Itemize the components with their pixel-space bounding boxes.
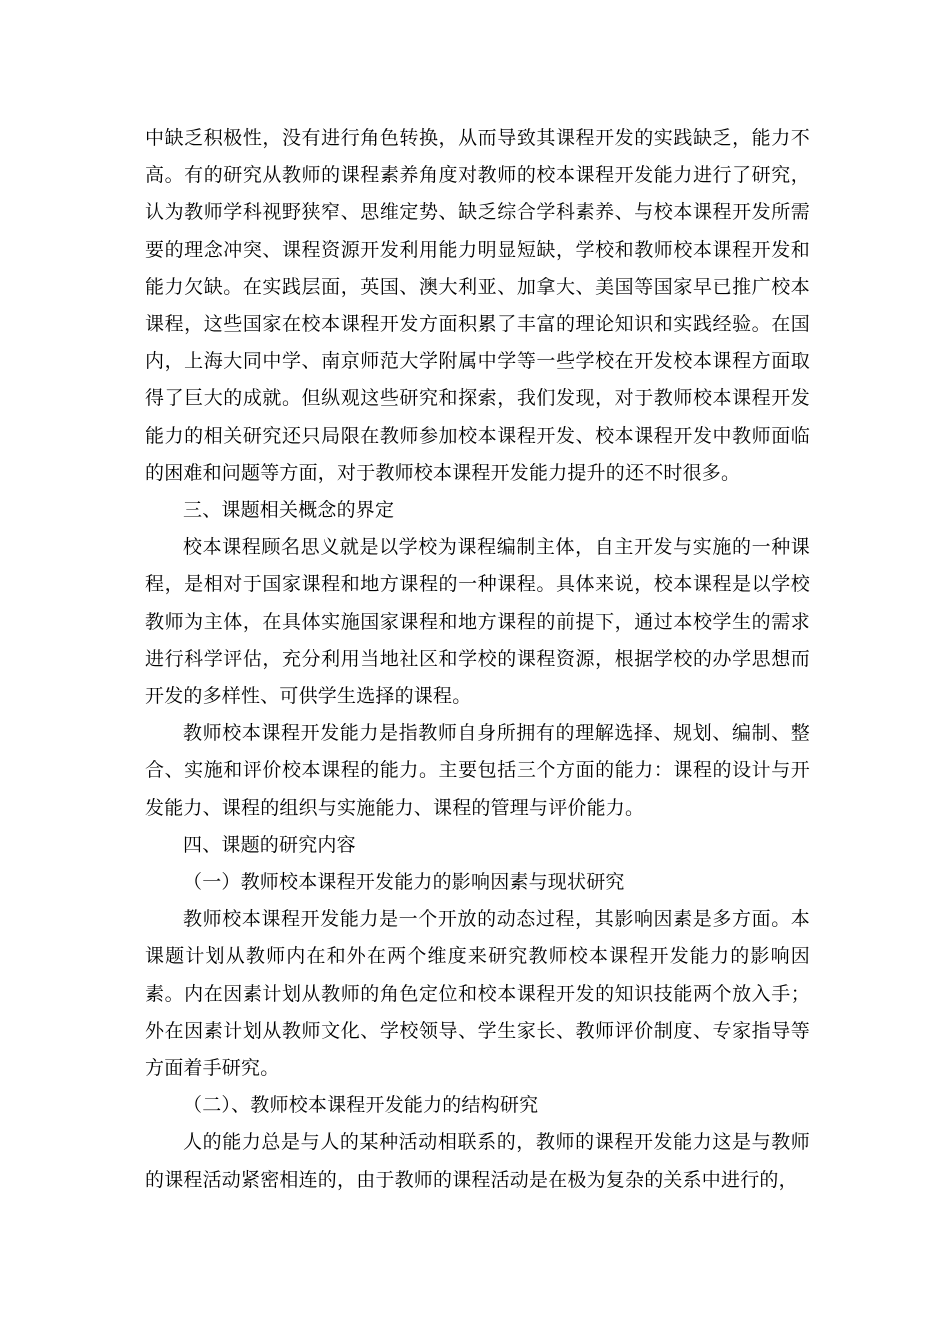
subsection-heading-ability-structure: （二）、教师校本课程开发能力的结构研究 bbox=[183, 1094, 539, 1117]
section-heading-concepts: 三、课题相关概念的界定 bbox=[183, 499, 395, 522]
paragraph-teacher-ability-definition: 教师校本课程开发能力是指教师自身所拥有的理解选择、规划、编制、整合、实施和评价校本课程的能力。主要包括三个方面的能力：课程的设计与开发能力、课程的组织与实施能力、课程的管理与评价能力。 bbox=[145, 722, 810, 819]
section-heading-research-content: 四、课题的研究内容 bbox=[183, 833, 356, 856]
paragraph-influencing-factors: 教师校本课程开发能力是一个开放的动态过程，其影响因素是多方面。本课题计划从教师内在和外在两个维度来研究教师校本课程开发能力的影响因素。内在因素计划从教师的角色定位和校本课程开发的知识技能两个放入手；外在因素计划从教师文化、学校领导、学生家长、教师评价制度、专家指导等方面着手研究。 bbox=[145, 908, 810, 1080]
paragraph-school-curriculum-definition: 校本课程顾名思义就是以学校为课程编制主体，自主开发与实施的一种课程，是相对于国家课程和地方课程的一种课程。具体来说，校本课程是以学校教师为主体，在具体实施国家课程和地方课程的前提下，通过本校学生的需求进行科学评估，充分利用当地社区和学校的课程资源，根据学校的办学思想而开发的多样性、可供学生选择的课程。 bbox=[145, 536, 810, 708]
paragraph-continuation: 中缺乏积极性，没有进行角色转换，从而导致其课程开发的实践缺乏，能力不高。有的研究从教师的课程素养角度对教师的校本课程开发能力进行了研究，认为教师学科视野狭窄、思维定势、缺乏综合学科素养、与校本课程开发所需要的理念冲突、课程资源开发利用能力明显短缺，学校和教师校本课程开发和能力欠缺。在实践层面，英国、澳大利亚、加拿大、美国等国家早已推广校本课程，这些国家在校本课程开发方面积累了丰富的理论知识和实践经验。在国内，上海大同中学、南京师范大学附属中学等一些学校在开发校本课程方面取得了巨大的成就。但纵观这些研究和探索，我们发现，对于教师校本课程开发能力的相关研究还只局限在教师参加校本课程开发、校本课程开发中教师面临的困难和问题等方面，对于教师校本课程开发能力提升的还不时很多。 bbox=[145, 127, 810, 484]
paragraph-ability-structure: 人的能力总是与人的某种活动相联系的，教师的课程开发能力这是与教师的课程活动紧密相连的，由于教师的课程活动是在极为复杂的关系中进行的， bbox=[145, 1131, 810, 1191]
subsection-heading-influencing-factors: （一）教师校本课程开发能力的影响因素与现状研究 bbox=[183, 871, 625, 894]
document-body bbox=[145, 120, 810, 1199]
